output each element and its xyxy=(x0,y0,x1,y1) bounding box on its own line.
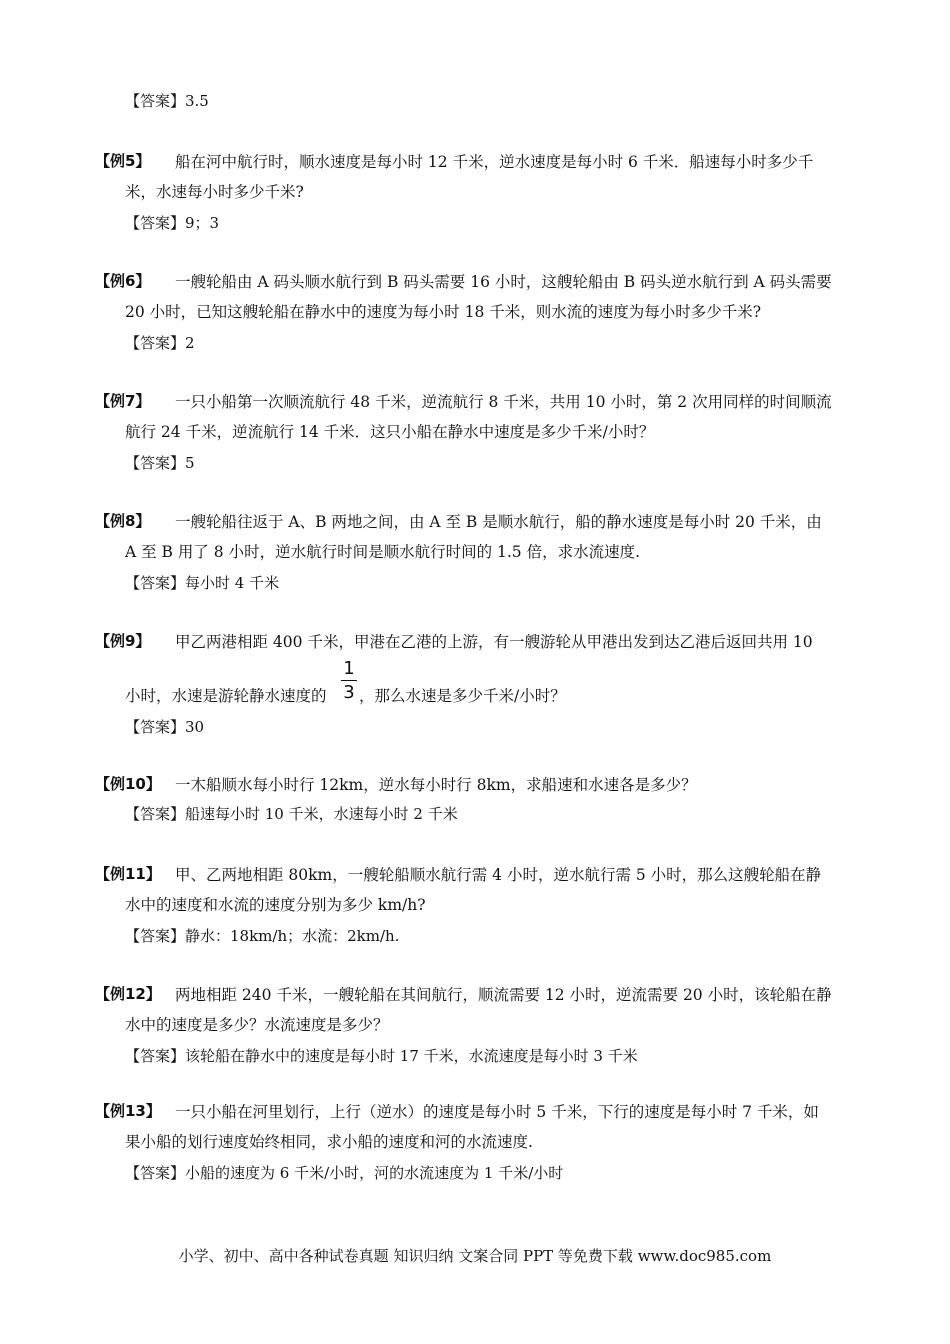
answer-text: 【答案】3.5 xyxy=(125,92,209,110)
problem-text-line: 航行 24 千米，逆流航行 14 千米．这只小船在静水中速度是多少千米/小时？ xyxy=(125,423,655,441)
problem-label: 【例9】 xyxy=(95,632,151,650)
answer-text: 【答案】静水：18km/h；水流：2km/h. xyxy=(125,927,400,945)
problem-label: 【例11】 xyxy=(95,865,161,883)
answer-text: 【答案】船速每小时 10 千米，水速每小时 2 千米 xyxy=(125,805,458,823)
problem-text-line: 一木船顺水每小时行 12km，逆水每小时行 8km，求船速和水速各是多少？ xyxy=(175,776,697,794)
problem-text-line: 20 小时，已知这艘轮船在静水中的速度为每小时 18 千米，则水流的速度为每小时多少千米? xyxy=(125,303,762,321)
answer-text: 【答案】2 xyxy=(125,334,195,352)
answer-text: 【答案】该轮船在静水中的速度是每小时 17 千米，水流速度是每小时 3 千米 xyxy=(125,1047,638,1065)
problem-text-line: A 至 B 用了 8 小时，逆水航行时间是顺水航行时间的 1.5 倍，求水流速度. xyxy=(125,543,641,561)
answer-text: 【答案】5 xyxy=(125,454,195,472)
answer-text: 【答案】每小时 4 千米 xyxy=(125,574,280,592)
problem-text-line: 船在河中航行时，顺水速度是每小时 12 千米，逆水速度是每小时 6 千米．船速每小时多少千 xyxy=(175,153,814,171)
answer-text: 【答案】小船的速度为 6 千米/小时，河的水流速度为 1 千米/小时 xyxy=(125,1164,564,1182)
problem-text-line: 一只小船第一次顺流航行 48 千米，逆流航行 8 千米，共用 10 小时，第 2 次用同样的时间顺流 xyxy=(175,393,832,411)
problem-text-line: 甲乙两港相距 400 千米，甲港在乙港的上游，有一艘游轮从甲港出发到达乙港后返回共用 10 xyxy=(175,633,813,651)
page-footer: 小学、初中、高中各种试卷真题 知识归纳 文案合同 PPT 等免费下载 www.doc985.com xyxy=(178,1247,772,1265)
problem-text-line: 一艘轮船由 A 码头顺水航行到 B 码头需要 16 小时，这艘轮船由 B 码头逆水航行到 A 码头需要 xyxy=(175,273,832,291)
problem-text-line: 一艘轮船往返于 A、B 两地之间，由 A 至 B 是顺水航行，船的静水速度是每小时 20 千米，由 xyxy=(175,513,822,531)
problem-text-line: 果小船的划行速度始终相同，求小船的速度和河的水流速度. xyxy=(125,1133,533,1151)
problem-label: 【例6】 xyxy=(95,272,151,290)
fraction-one-third xyxy=(341,658,357,703)
problem-label: 【例8】 xyxy=(95,512,151,530)
answer-text: 【答案】30 xyxy=(125,718,205,736)
problem-text-line: 小时，水速是游轮静水速度的 xyxy=(125,687,327,705)
problem-text-line: 水中的速度是多少？水流速度是多少？ xyxy=(125,1016,389,1034)
problem-text-line: 甲、乙两地相距 80km，一艘轮船顺水航行需 4 小时，逆水航行需 5 小时，那么这艘轮船在静 xyxy=(175,866,822,884)
answer-text: 【答案】9；3 xyxy=(125,214,220,232)
problem-text-line: ，那么水速是多少千米/小时？ xyxy=(359,687,566,705)
fraction-numerator: 1 xyxy=(343,658,355,679)
fraction-denominator: 3 xyxy=(343,682,355,703)
problem-label: 【例10】 xyxy=(95,775,161,793)
problem-label: 【例12】 xyxy=(95,985,161,1003)
problem-text-line: 水中的速度和水流的速度分别为多少 km/h? xyxy=(125,896,426,914)
problem-label: 【例13】 xyxy=(95,1102,161,1120)
problem-text-line: 两地相距 240 千米，一艘轮船在其间航行，顺流需要 12 小时，逆流需要 20 小时，该轮船在静 xyxy=(175,986,832,1004)
problem-text-line: 米，水速每小时多少千米? xyxy=(125,183,304,201)
problem-label: 【例5】 xyxy=(95,152,151,170)
problem-text-line: 一只小船在河里划行，上行（逆水）的速度是每小时 5 千米，下行的速度是每小时 7 千米，如 xyxy=(175,1103,819,1121)
problem-label: 【例7】 xyxy=(95,392,151,410)
